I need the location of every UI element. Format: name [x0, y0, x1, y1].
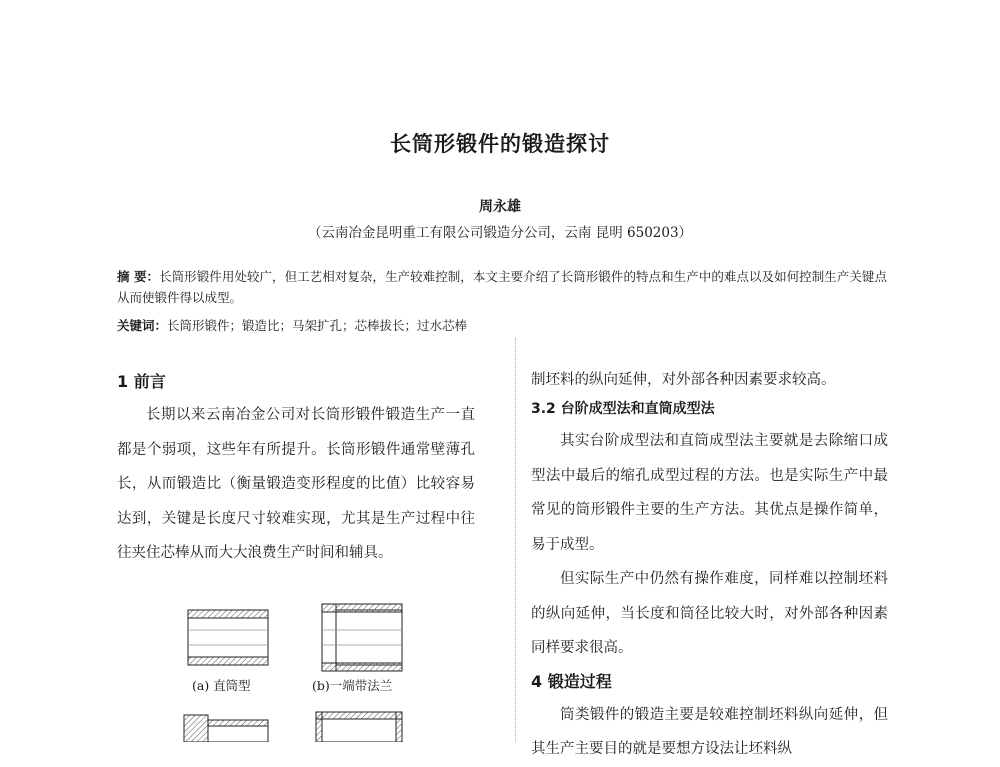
figure-a-straight-tube: [188, 610, 268, 665]
figure-drawing: [180, 600, 410, 742]
keywords: [117, 316, 887, 336]
abstract: [117, 266, 887, 308]
figure-b-flanged-tube: [322, 604, 402, 671]
keywords-text: 长筒形锻件；锻造比；马架扩孔；芯棒拔长；过水芯棒: [167, 318, 468, 333]
abstract-text: 长筒形锻件用处较广，但工艺相对复杂，生产较难控制，本文主要介绍了长筒形锻件的特点和生产中的难点以及如何控制生产关键点从而使锻件得以成型。: [117, 269, 887, 305]
right-column: [531, 366, 888, 767]
paper-title: 长筒形锻件的锻造探讨: [390, 132, 610, 156]
figure-forging-types: [180, 600, 410, 742]
figure-caption-b: (b)一端带法兰: [312, 678, 393, 693]
figure-caption-a: (a) 直筒型: [192, 678, 251, 693]
section-3-2-paragraph-2: 但实际生产中仍然有操作难度，同样难以控制坯料的纵向延伸，当长度和筒径比较大时，对外部各种因素同样要求很高。: [531, 571, 888, 656]
section-1-paragraph: 长期以来云南冶金公司对长筒形锻件锻造生产一直都是个弱项，这些年有所提升。长筒形锻件通常壁薄孔长，从而锻造比（衡量锻造变形程度的比值）比较容易达到，关键是长度尺寸较难实现，尤其是生产过程中往往夹住芯棒从而大大浪费生产时间和辅具。: [117, 407, 475, 561]
author-name: 周永雄: [479, 199, 521, 215]
abstract-label: 摘 要：: [117, 269, 160, 284]
author-affiliation: （云南冶金昆明重工有限公司锻造分公司，云南 昆明 650203）: [307, 225, 693, 241]
section-1-heading: 1 前言: [117, 372, 166, 391]
continued-paragraph: 制坯料的纵向延伸，对外部各种因素要求较高。: [531, 372, 836, 388]
figure-d-partial: [316, 712, 402, 742]
keywords-label: 关键词：: [117, 318, 168, 333]
section-4-paragraph: 筒类锻件的锻造主要是较难控制坯料纵向延伸，但其生产主要目的就是要想方设法让坯料纵: [531, 706, 888, 757]
section-3-2-heading: 3.2 台阶成型法和直筒成型法: [531, 401, 715, 417]
figure-c-partial: [184, 715, 268, 742]
section-3-2-paragraph-1: 其实台阶成型法和直筒成型法主要就是去除缩口成型法中最后的缩孔成型过程的方法。也是实际生产中最常见的筒形锻件主要的生产方法。其优点是操作简单，易于成型。: [531, 433, 888, 553]
section-4-heading: 4 锻造过程: [531, 671, 612, 691]
left-column: [117, 366, 475, 571]
column-divider: [515, 338, 516, 742]
